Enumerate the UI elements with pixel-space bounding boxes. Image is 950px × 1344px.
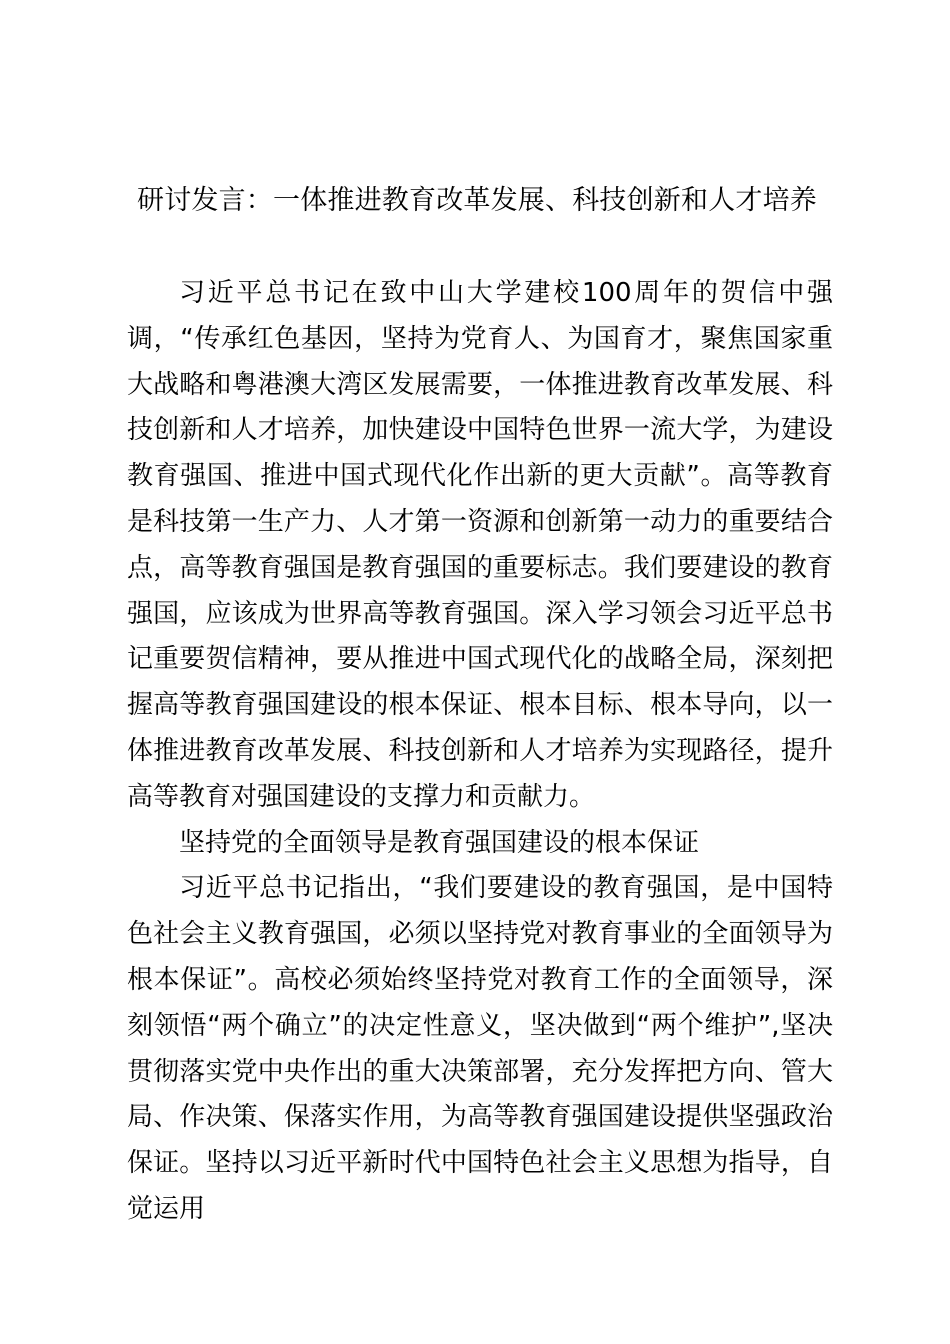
body-paragraph: 习近平总书记指出，“我们要建设的教育强国，是中国特色社会主义教育强国，必须以坚持党对教育事业的全面领导为根本保证”。高校必须始终坚持党对教育工作的全面领导，深刻领悟“两个确立”的决定性意义，坚决做到“两个维护”,坚决贯彻落实党中央作出的重大决策部署，充分发挥把方向、管大局、作决策、保落实作用，为高等教育强国建设提供坚强政治保证。坚持以习近平新时代中国特色社会主义思想为指导，自觉运用 [127,873,833,1224]
document-body [127,271,833,1233]
document-title: 研讨发言：一体推进教育改革发展、科技创新和人才培养 [137,185,817,216]
section-heading: 坚持党的全面领导是教育强国建设的根本保证 [179,827,700,858]
body-paragraph: 习近平总书记在致中山大学建校100周年的贺信中强调，“传承红色基因，坚持为党育人、为国育才，聚焦国家重大战略和粤港澳大湾区发展需要，一体推进教育改革发展、科技创新和人才培养，加快建设中国特色世界一流大学，为建设教育强国、推进中国式现代化作出新的更大贡献”。高等教育是科技第一生产力、人才第一资源和创新第一动力的重要结合点，高等教育强国是教育强国的重要标志。我们要建设的教育强国，应该成为世界高等教育强国。深入学习领会习近平总书记重要贺信精神，要从推进中国式现代化的战略全局，深刻把握高等教育强国建设的根本保证、根本目标、根本导向，以一体推进教育改革发展、科技创新和人才培养为实现路径，提升高等教育对强国建设的支撑力和贡献力。 [127,278,833,812]
